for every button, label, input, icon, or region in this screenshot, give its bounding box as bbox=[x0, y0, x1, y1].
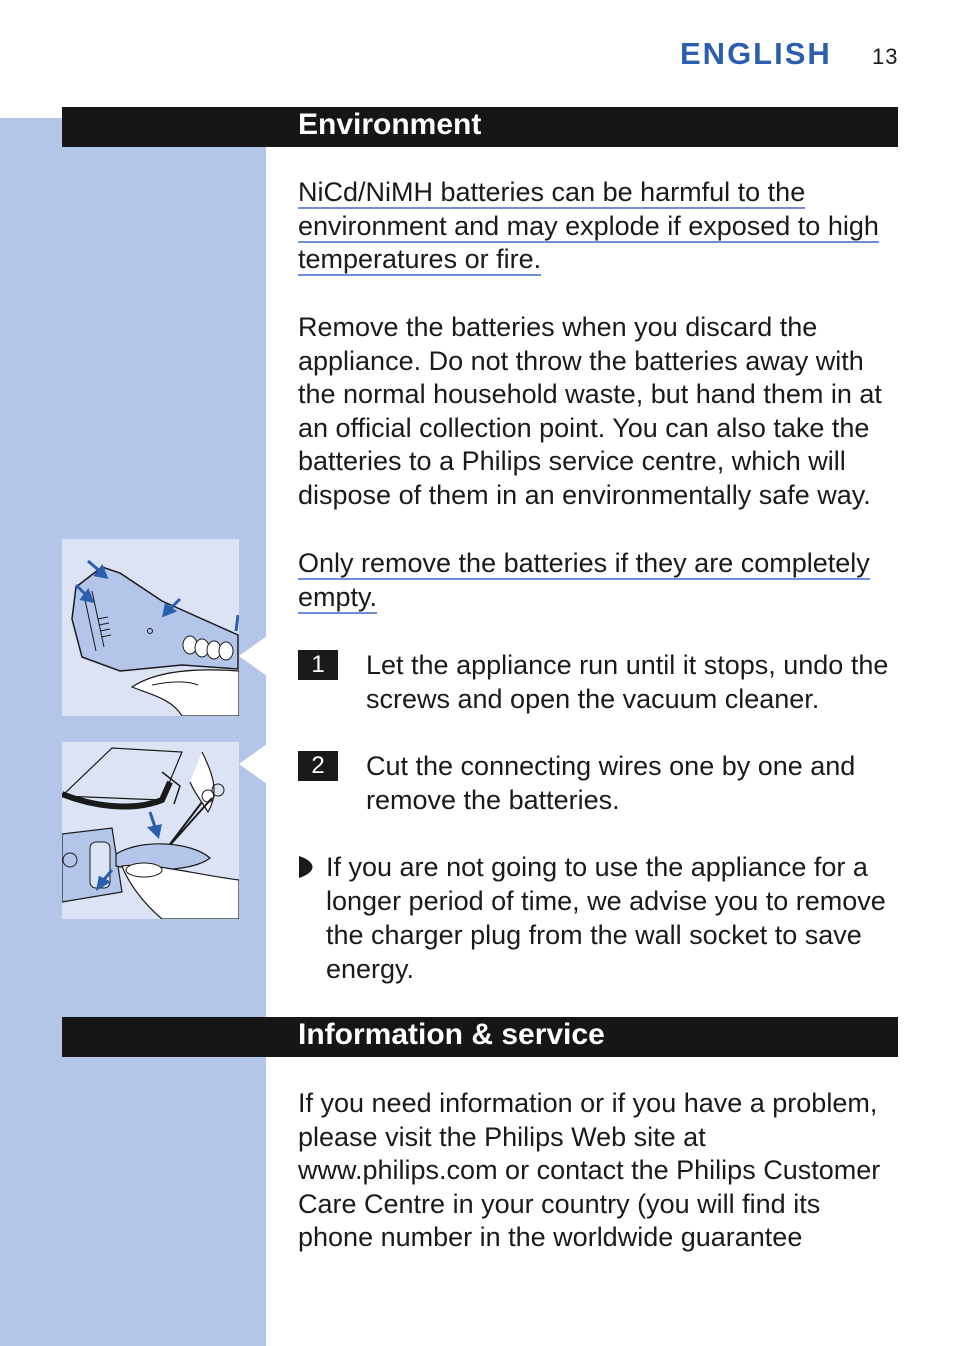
step-text-1: Let the appliance run until it stops, undo the screws and open the vacuum cleaner. bbox=[366, 650, 889, 714]
warning-batteries-harmful bbox=[298, 176, 898, 277]
vacuum-cleaner-open-image bbox=[62, 539, 239, 716]
section-title: Information & service bbox=[298, 1018, 605, 1051]
language-label: ENGLISH bbox=[680, 36, 832, 71]
sidebar-panel bbox=[0, 118, 266, 1346]
page-number: 13 bbox=[872, 44, 899, 69]
tip-text: If you are not going to use the appliance for a longer period of time, we advise you to remove the charger plug from the wall socket to save energy. bbox=[326, 852, 886, 984]
step-number-2: 2 bbox=[298, 751, 338, 781]
illustration-pointer-2 bbox=[239, 744, 267, 784]
service-paragraph: If you need information or if you have a problem, please visit the Philips Web site at www.philips.com or contact the Philips Customer Care Centre in your country (you will find its phone number in the worldwide guarantee bbox=[298, 1088, 881, 1253]
warning-remove-empty bbox=[298, 547, 898, 614]
illustration-open-cleaner bbox=[62, 539, 239, 716]
section-header-service bbox=[62, 1017, 898, 1057]
disposal-paragraph: Remove the batteries when you discard the appliance. Do not throw the batteries away with the normal household waste, but hand them in at an official collection point. You can also take the batteries to a Philips service centre, which will dispose of them in an environmentally safe way. bbox=[298, 312, 882, 510]
warning-line: empty. bbox=[298, 581, 378, 612]
section-header-environment bbox=[62, 107, 898, 147]
warning-line: NiCd/NiMH batteries can be harmful to the bbox=[298, 177, 806, 207]
step-text-2: Cut the connecting wires one by one and remove the batteries. bbox=[366, 751, 856, 815]
warning-line: temperatures or fire. bbox=[298, 244, 542, 275]
tip-bullet-icon bbox=[299, 856, 313, 878]
cutting-wires-image bbox=[62, 742, 239, 919]
section-title: Environment bbox=[298, 108, 482, 141]
illustration-pointer-1 bbox=[239, 636, 267, 676]
warning-line: environment and may explode if exposed to high bbox=[298, 210, 879, 241]
warning-line: Only remove the batteries if they are completely bbox=[298, 548, 870, 578]
step-number-1: 1 bbox=[298, 650, 338, 680]
illustration-cut-wires bbox=[62, 742, 239, 919]
